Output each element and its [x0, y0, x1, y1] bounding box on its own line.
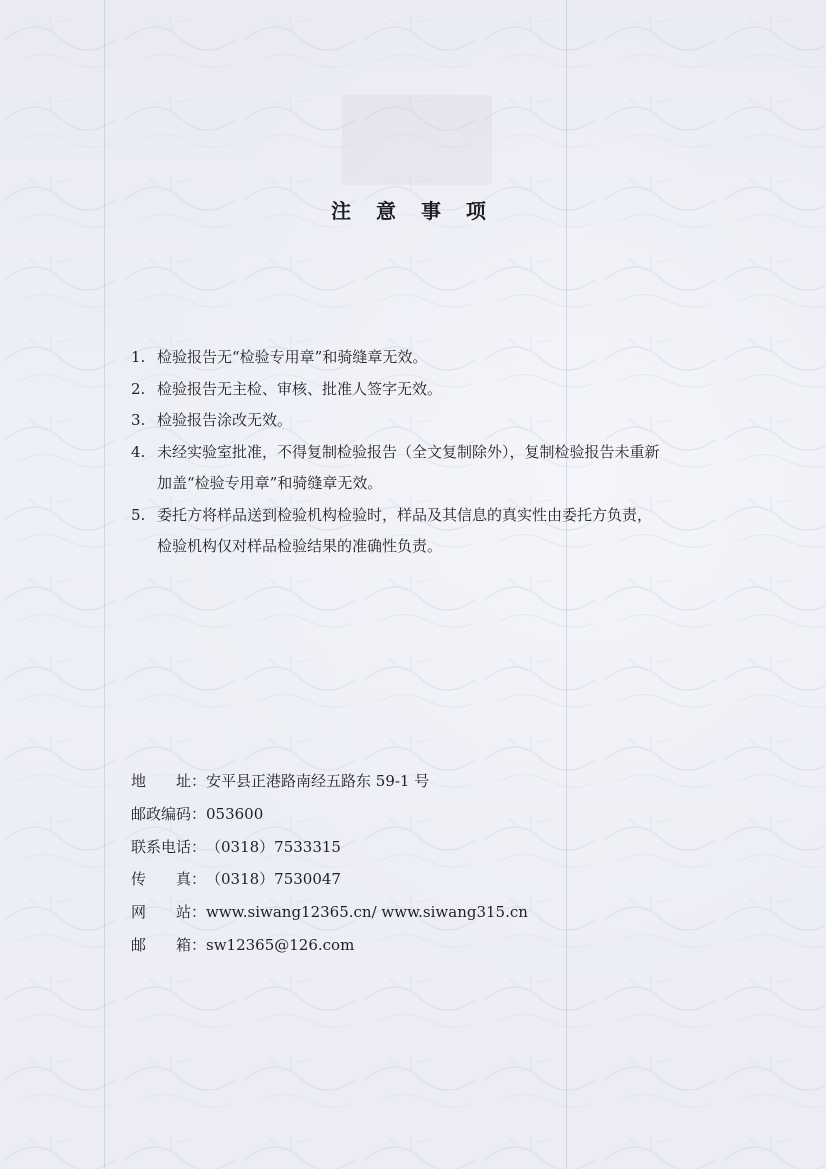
notice-text: 检验报告无主检、审核、批准人签字无效。: [157, 379, 443, 398]
email-row: [131, 929, 528, 962]
phone-value: （0318）7533315: [206, 837, 341, 856]
notice-number: 2.: [131, 379, 146, 398]
contact-info: [131, 765, 528, 962]
notice-text-continued: 加盖“检验专用章”和骑缝章无效。: [157, 474, 383, 492]
postcode-value: 053600: [206, 804, 264, 823]
notice-text: 检验报告涂改无效。: [157, 411, 293, 429]
notice-item: [131, 500, 731, 563]
page-title: 注 意 事 项: [331, 199, 495, 223]
notice-number: 3.: [131, 411, 146, 429]
fax-label: 传 真：: [131, 870, 206, 889]
email-label: 邮 箱：: [131, 935, 206, 954]
notice-list: [131, 342, 731, 563]
faint-stamp-mark: [342, 95, 492, 185]
notice-number: 5.: [131, 505, 146, 524]
notice-text: 未经实验室批准，不得复制检验报告（全文复制除外），复制检验报告未重新: [157, 442, 660, 461]
postcode-row: [131, 798, 528, 831]
postcode-label: 邮政编码：: [131, 804, 207, 823]
notice-number: 1.: [131, 348, 146, 366]
notice-number: 4.: [131, 442, 146, 461]
fax-row: [131, 863, 528, 896]
fold-line: [104, 0, 105, 1169]
fold-line: [566, 0, 567, 1169]
notice-item: [131, 437, 731, 500]
notice-text: 委托方将样品送到检验机构检验时，样品及其信息的真实性由委托方负责，: [157, 505, 653, 524]
website-value: www.siwang12365.cn/ www.siwang315.cn: [206, 903, 528, 922]
notice-text-continued: 检验机构仅对样品检验结果的准确性负责。: [157, 537, 443, 555]
fax-value: （0318）7530047: [206, 870, 341, 889]
phone-row: [131, 831, 528, 864]
website-row: [131, 896, 528, 929]
notice-item: [131, 405, 731, 437]
address-label: 地 址：: [131, 772, 206, 790]
address-value: 安平县正港路南经五路东 59-1 号: [206, 772, 430, 790]
notice-item: [131, 374, 731, 406]
notice-text: 检验报告无“检验专用章”和骑缝章无效。: [157, 348, 428, 366]
address-row: [131, 765, 528, 798]
phone-label: 联系电话：: [131, 837, 207, 856]
website-label: 网 站：: [131, 903, 206, 922]
email-value: sw12365@126.com: [206, 935, 355, 954]
notice-item: [131, 342, 731, 374]
